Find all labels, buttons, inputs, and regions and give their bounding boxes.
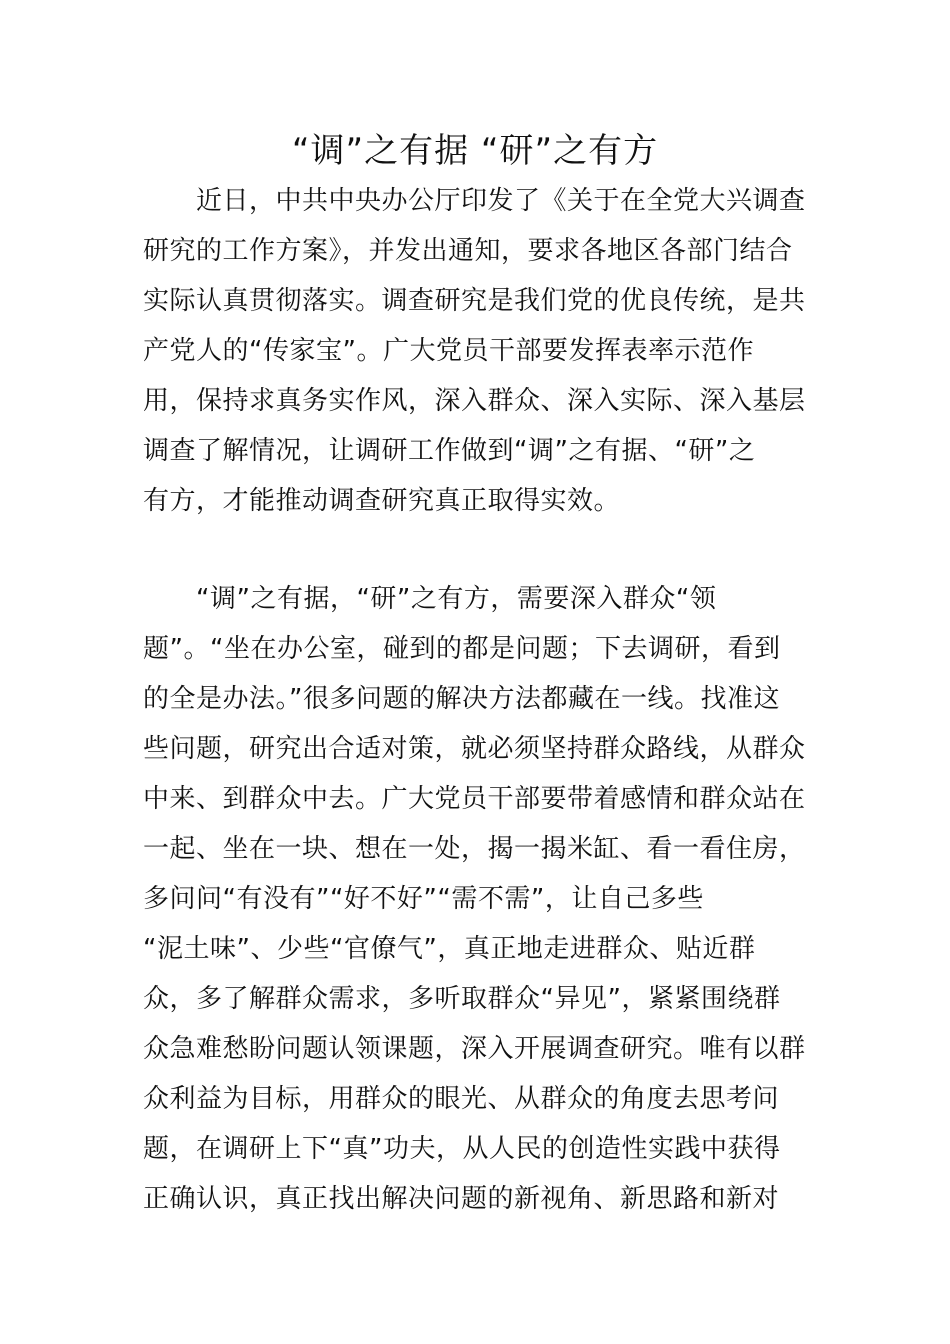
paragraph-line: 调查了解情况，让调研工作做到“调”之有据、“研”之 xyxy=(143,436,756,466)
paragraph-line: 一起、坐在一块、想在一处，揭一揭米缸、看一看住房， xyxy=(143,834,806,864)
paragraph-line: 中来、到群众中去。广大党员干部要带着感情和群众站在 xyxy=(143,784,806,814)
document-title: “调”之有据 “研”之有方 xyxy=(291,131,659,171)
paragraph-line: 众急难愁盼问题认领课题，深入开展调查研究。唯有以群 xyxy=(143,1034,806,1064)
paragraph-line: 研究的工作方案》，并发出通知，要求各地区各部门结合 xyxy=(143,236,793,266)
paragraph-1 xyxy=(143,176,813,526)
paragraph-line: 正确认识，真正找出解决问题的新视角、新思路和新对 xyxy=(143,1184,780,1214)
paragraph-line: 多问问“有没有”“好不好”“需不需”，让自己多些 xyxy=(143,884,704,914)
paragraph-line: 些问题，研究出合适对策，就必须坚持群众路线，从群众 xyxy=(143,734,806,764)
paragraph-line: 题”。“坐在办公室，碰到的都是问题；下去调研，看到 xyxy=(143,634,781,664)
paragraph-line: 近日，中共中央办公厅印发了《关于在全党大兴调查 xyxy=(143,186,806,216)
paragraph-2 xyxy=(143,574,813,1224)
paragraph-line: 实际认真贯彻落实。调查研究是我们党的优良传统，是共 xyxy=(143,286,806,316)
paragraph-line: 题，在调研上下“真”功夫，从人民的创造性实践中获得 xyxy=(143,1134,781,1164)
paragraph-line: 的全是办法。”很多问题的解决方法都藏在一线。找准这 xyxy=(143,684,780,714)
paragraph-line: 有方，才能推动调查研究真正取得实效。 xyxy=(143,486,621,516)
paragraph-line: 产党人的“传家宝”。广大党员干部要发挥表率示范作 xyxy=(143,336,754,366)
paragraph-line: “泥土味”、少些“官僚气”，真正地走进群众、贴近群 xyxy=(143,934,756,964)
paragraph-line: 众，多了解群众需求，多听取群众“异见”，紧紧围绕群 xyxy=(143,984,781,1014)
paragraph-line: “调”之有据，“研”之有方，需要深入群众“领 xyxy=(143,584,717,614)
paragraph-line: 众利益为目标，用群众的眼光、从群众的角度去思考问 xyxy=(143,1084,780,1114)
paragraph-line: 用，保持求真务实作风，深入群众、深入实际、深入基层 xyxy=(143,386,806,416)
